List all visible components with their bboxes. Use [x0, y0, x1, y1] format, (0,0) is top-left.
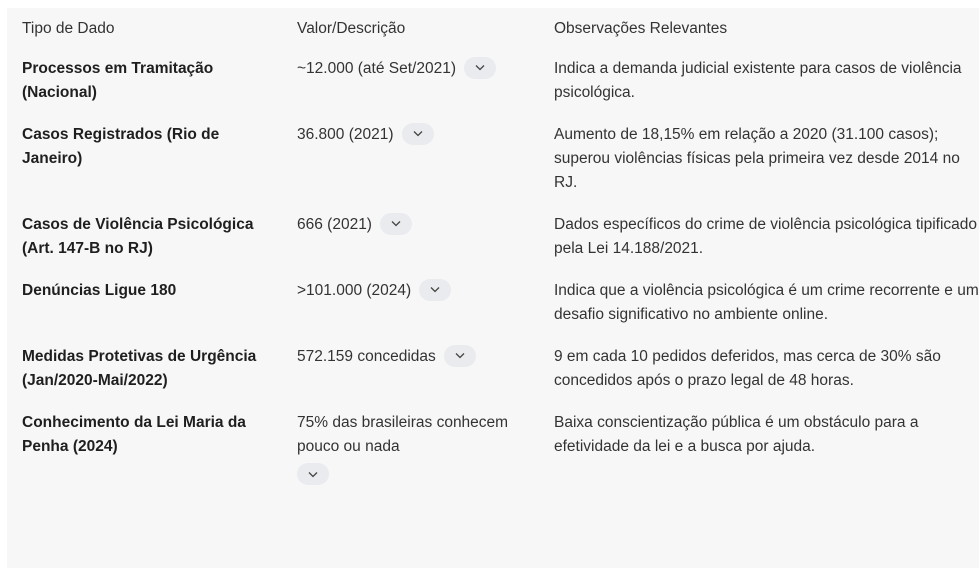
- table-row: [7, 206, 979, 272]
- expand-button[interactable]: [444, 345, 476, 367]
- row-value: 572.159 concedidas: [297, 348, 436, 365]
- row-value-cell: [282, 116, 539, 206]
- header-type: Tipo de Dado: [22, 20, 115, 37]
- table-header-row: [7, 8, 979, 50]
- chevron-down-icon: [308, 471, 318, 478]
- chevron-down-icon: [413, 130, 423, 137]
- row-value-cell: [282, 50, 539, 116]
- row-observations: Baixa conscientização pública é um obstáculo para a efetividade da lei e a busca por ajuda.: [554, 414, 919, 455]
- table-row: [7, 272, 979, 338]
- table-row: [7, 404, 979, 496]
- row-value: >101.000 (2024): [297, 282, 412, 299]
- row-observations: 9 em cada 10 pedidos deferidos, mas cerca de 30% são concedidos após o prazo legal de 48 horas.: [554, 348, 941, 389]
- row-type: Denúncias Ligue 180: [22, 282, 177, 299]
- header-value: Valor/Descrição: [297, 20, 406, 37]
- row-type: Medidas Protetivas de Urgência (Jan/2020-Mai/2022): [22, 348, 257, 389]
- expand-button[interactable]: [464, 57, 496, 79]
- row-type: Casos de Violência Psicológica (Art. 147-B no RJ): [22, 216, 254, 257]
- data-table-container: [7, 8, 979, 568]
- expand-button[interactable]: [419, 279, 451, 301]
- data-table: [7, 8, 979, 496]
- row-value-cell: [282, 404, 539, 496]
- row-observations: Indica que a violência psicológica é um crime recorrente e um desafio significativo no ambiente online.: [554, 282, 979, 323]
- chevron-down-icon: [430, 286, 440, 293]
- expand-button[interactable]: [380, 213, 412, 235]
- row-value-cell: [282, 206, 539, 272]
- chevron-down-icon: [391, 220, 401, 227]
- row-observations: Dados específicos do crime de violência psicológica tipificado pela Lei 14.188/2021.: [554, 216, 978, 257]
- row-value-cell: [282, 272, 539, 338]
- table-row: [7, 338, 979, 404]
- table-row: [7, 50, 979, 116]
- row-value: 75% das brasileiras conhecem pouco ou nada: [297, 414, 509, 455]
- row-observations: Indica a demanda judicial existente para casos de violência psicológica.: [554, 60, 962, 101]
- row-value-cell: [282, 338, 539, 404]
- row-value: ~12.000 (até Set/2021): [297, 60, 456, 77]
- expand-button[interactable]: [402, 123, 434, 145]
- chevron-down-icon: [455, 352, 465, 359]
- row-observations: Aumento de 18,15% em relação a 2020 (31.100 casos); superou violências físicas pela primeira vez desde 2014 no RJ.: [554, 126, 960, 191]
- row-value: 36.800 (2021): [297, 126, 394, 143]
- table-row: [7, 116, 979, 206]
- row-type: Processos em Tramitação (Nacional): [22, 60, 214, 101]
- row-value: 666 (2021): [297, 216, 372, 233]
- chevron-down-icon: [475, 64, 485, 71]
- row-type: Casos Registrados (Rio de Janeiro): [22, 126, 220, 167]
- row-type: Conhecimento da Lei Maria da Penha (2024): [22, 414, 246, 455]
- header-observations: Observações Relevantes: [554, 20, 728, 37]
- expand-button[interactable]: [297, 463, 329, 485]
